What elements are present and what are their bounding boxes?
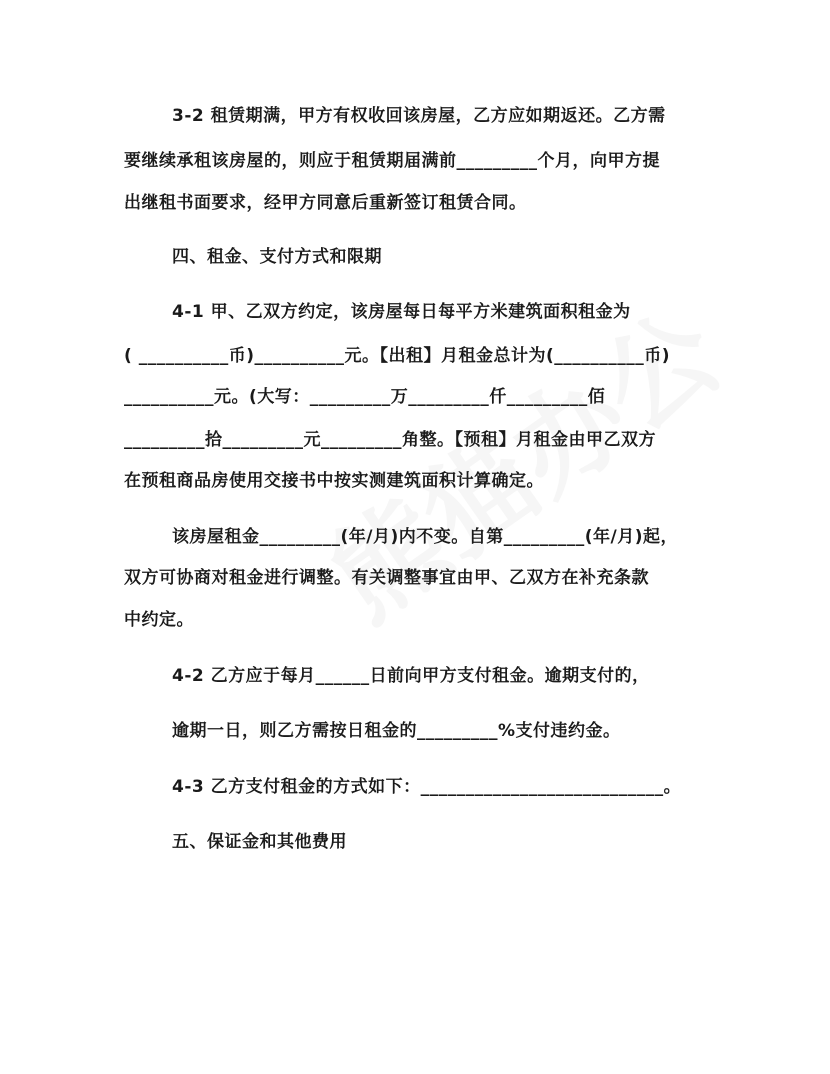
text-line: 中约定。 [124, 610, 194, 630]
watermark [294, 268, 745, 650]
section-heading: 四、租金、支付方式和限期 [172, 247, 382, 267]
text-line: 4-1 甲、乙双方约定，该房屋每日每平方米建筑面积租金为 [172, 302, 631, 322]
text-line: ( __________币)__________元。【出租】月租金总计为(__________币) [124, 346, 670, 366]
text-line: 3-2 租赁期满，甲方有权收回该房屋，乙方应如期返还。乙方需 [172, 106, 666, 126]
text-line: 出继租书面要求，经甲方同意后重新签订租赁合同。 [124, 193, 527, 213]
text-line: 逾期一日，则乙方需按日租金的_________%支付违约金。 [172, 721, 621, 741]
section-heading: 五、保证金和其他费用 [172, 832, 347, 852]
text-line: 双方可协商对租金进行调整。有关调整事宜由甲、乙双方在补充条款 [124, 568, 649, 588]
text-line: 在预租商品房使用交接书中按实测建筑面积计算确定。 [124, 471, 544, 491]
text-line: 4-2 乙方应于每月______日前向甲方支付租金。逾期支付的， [172, 666, 650, 686]
text-line: 该房屋租金_________(年/月)内不变。自第_________(年/月)起， [172, 527, 678, 547]
text-line: _________拾_________元_________角整。【预租】月租金由甲乙双方 [124, 430, 656, 450]
text-line: 4-3 乙方支付租金的方式如下：___________________________。 [172, 777, 682, 797]
text-line: 要继续承租该房屋的，则应于租赁期届满前_________个月，向甲方提 [124, 151, 660, 171]
text-line: __________元。(大写：_________万_________仟_________佰 [124, 387, 606, 407]
